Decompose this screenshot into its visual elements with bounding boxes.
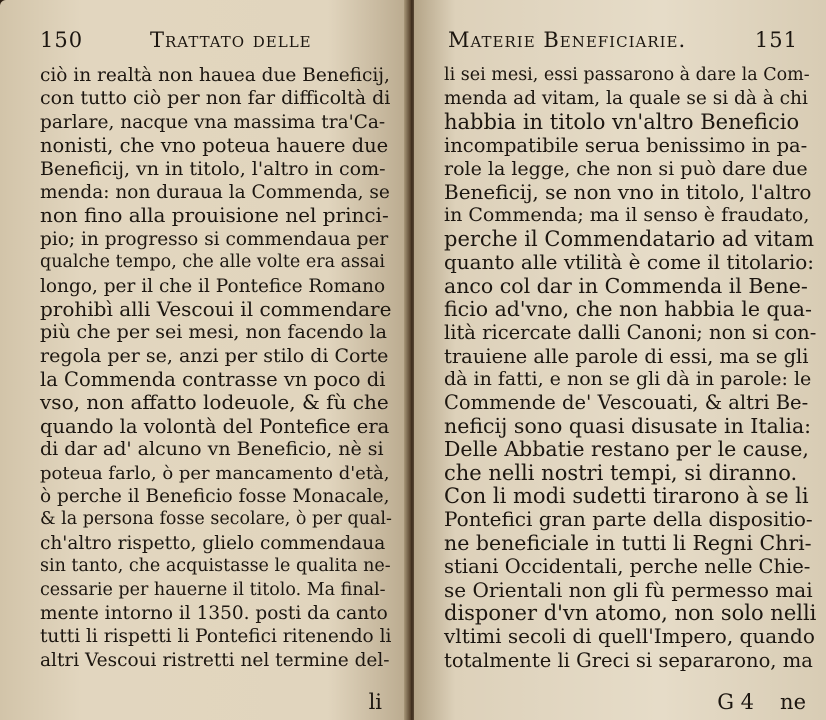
text-line: Beneficij, se non vno in titolo, l'altro [444, 179, 812, 204]
text-line: trauiene alle parole di essi, ma se gli [444, 344, 809, 368]
text-line: disponer d'vn atomo, non solo nelli [444, 600, 817, 625]
right-page-number: 151 [754, 28, 798, 52]
text-line: in Commenda; ma il senso è fraudato, [444, 204, 810, 227]
text-line: sin tanto, che acquistasse le qualita ne- [40, 556, 391, 577]
right-page-text [444, 64, 816, 672]
text-line: role la legge, che non si può dare due [444, 157, 808, 180]
text-line: Commende de' Vescouati, & altri Be- [444, 391, 809, 415]
left-running-title: Trattato delle [150, 28, 312, 52]
text-line: altri Vescoui ristretti nel termine del- [40, 649, 390, 671]
text-line: stiani Occidentali, perche nelle Chie- [444, 555, 811, 579]
text-line: cessarie per hauerne il titolo. Ma final- [40, 579, 386, 600]
text-line: poteua farlo, ò per mancamento d'età, [40, 462, 390, 484]
text-line: quanto alle vtilità è come il titolario: [444, 250, 814, 275]
text-line: tutti li rispetti li Pontefici ritenendo li [40, 626, 392, 648]
text-line: la Commenda contrasse vn poco di [40, 368, 386, 392]
text-line: di dar ad' alcuno vn Beneficio, nè si [40, 438, 384, 461]
text-line: Delle Abbatie restano per le cause, [444, 437, 809, 462]
text-line: Beneficij, vn in titolo, l'altro in com- [40, 157, 386, 180]
text-line: perche il Commendatario ad vitam [444, 226, 814, 251]
text-line: neficij sono quasi disusate in Italia: [444, 413, 812, 438]
text-line: ne beneficiale in tutti li Regni Chri- [444, 530, 812, 555]
text-line: anco col dar in Commenda il Bene- [444, 273, 808, 298]
right-catchword: ne [780, 690, 806, 714]
text-line: lità ricercate dalli Canoni; non si con- [444, 321, 817, 345]
left-page [0, 0, 410, 720]
left-catchword: li [368, 690, 382, 714]
text-line: regola per se, anzi per stilo di Corte [40, 344, 389, 367]
text-line: nonisti, che vno poteua hauere due [40, 134, 389, 158]
text-line: pio; in progresso si commendaua per [40, 228, 389, 250]
right-page [414, 0, 826, 720]
text-line: menda ad vitam, la quale se si dà à chi [444, 88, 808, 110]
text-line: che nelli nostri tempi, si diranno. [444, 460, 798, 485]
text-line: menda: non duraua la Commenda, se [40, 181, 390, 203]
text-line: mente intorno il 1350. posti da canto [40, 602, 388, 624]
text-line: ò perche il Beneficio fosse Monacale, [40, 486, 390, 508]
text-line: Con li modi sudetti tirarono à se li [444, 484, 809, 509]
text-line: incompatibile serua benissimo in pa- [444, 134, 808, 158]
text-line: li sei mesi, essi passarono à dare la Com- [444, 65, 810, 85]
text-line: Pontefici gran parte della dispositio- [444, 507, 813, 532]
right-page-footer [691, 690, 806, 714]
text-line: & la persona fosse secolare, ò per qual- [40, 509, 392, 530]
text-line: qualche tempo, che alle volte era assai [40, 252, 385, 273]
text-line: più che per sei mesi, non facendo la [40, 321, 387, 344]
text-line: parlare, nacque vna massima tra'Ca- [40, 111, 386, 133]
text-line: prohibì alli Vescoui il commendare [40, 296, 392, 321]
text-line: quando la volontà del Pontefice era [40, 414, 390, 438]
text-line: non fino alla prouisione nel princi- [40, 203, 389, 228]
text-line: vso, non affatto lodeuole, & fù che [40, 390, 389, 415]
text-line: longo, per il che il Pontefice Romano [40, 275, 386, 297]
left-page-header [0, 28, 410, 58]
text-line: con tutto ciò per non far difficoltà di [40, 87, 391, 110]
text-line: ficio ad'vno, che non habbia le qua- [444, 296, 812, 321]
text-line: dà in fatti, e non se gli dà in parole: le [444, 368, 812, 391]
text-line: vltimi secoli di quell'Impero, quando [444, 624, 815, 649]
right-page-header [414, 28, 826, 58]
signature-mark: G 4 [717, 690, 755, 714]
text-line: se Orientali non gli fù permesso mai [444, 577, 813, 602]
text-line: ciò in realtà non hauea due Beneficij, [40, 65, 390, 86]
text-line: totalmente li Greci si separarono, ma [444, 648, 813, 672]
right-running-title: Materie Beneficiarie. [448, 28, 687, 52]
left-page-text [40, 64, 392, 672]
text-line: habbia in titolo vn'altro Beneficio [444, 109, 800, 134]
text-line: ch'altro rispetto, glielo commendaua [40, 532, 386, 554]
left-page-number: 150 [40, 28, 84, 52]
